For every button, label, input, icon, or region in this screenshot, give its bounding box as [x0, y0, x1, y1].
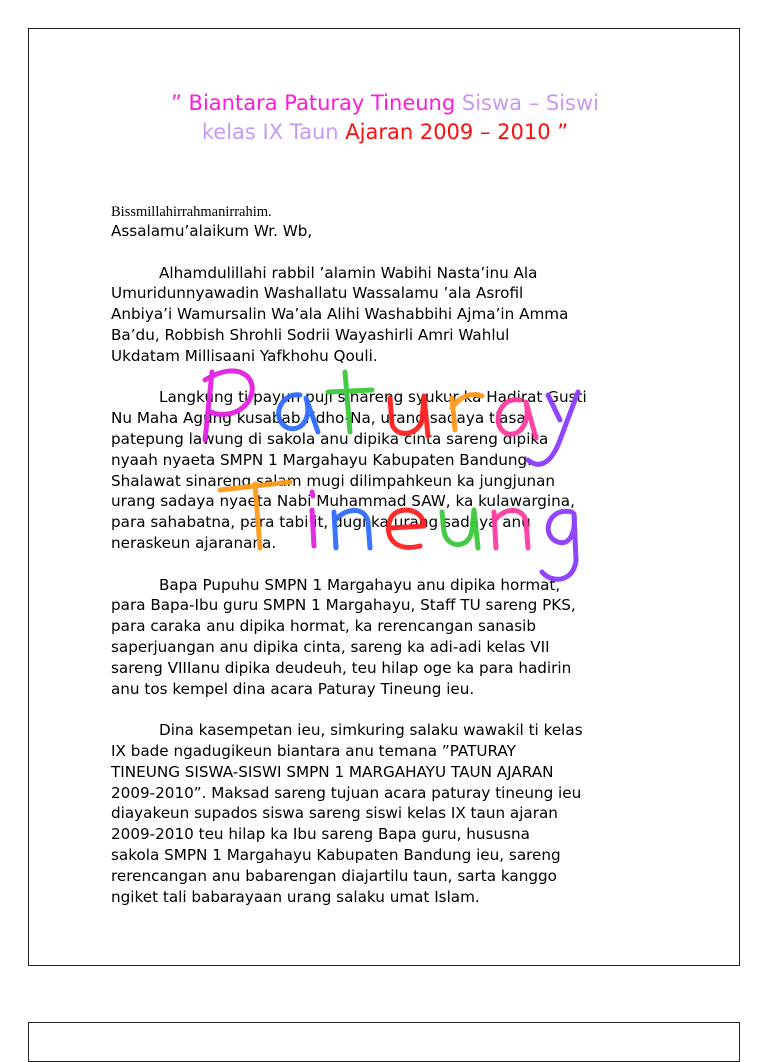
paragraph-line: para Bapa-Ibu guru SMPN 1 Margahayu, Staff TU sareng PKS,: [111, 596, 576, 615]
paragraph-line: 2009-2010 teu hilap ka Ibu sareng Bapa guru, hususna: [111, 825, 530, 844]
paragraph-list: [111, 263, 671, 908]
paragraph-line: Ba’du, Robbish Shrohli Sodrii Wayashirli Amri Wahlul: [111, 325, 510, 344]
paragraph-line: Umuridunnyawadin Washallatu Wassalamu ’ala Asrofil: [111, 284, 524, 303]
bismillah-line: Bissmillahirrahmanirrahim.: [111, 204, 272, 220]
paragraph-line: patepung lawung di sakola anu dipika cinta sareng dipika: [111, 429, 549, 448]
speech-body: [111, 203, 671, 928]
paragraph-line: rerencangan anu babarengan diajartilu taun, sarta kanggo: [111, 866, 557, 885]
speech-paragraph: [111, 575, 671, 700]
paragraph-line: Nu Maha Agung kusabab ridho-Na, urang sadaya tiasa: [111, 409, 526, 428]
paragraph-line: Ukdatam Millisaani Yafkhohu Qouli.: [111, 346, 378, 365]
greeting-line: Assalamu’alaikum Wr. Wb,: [111, 222, 313, 240]
paragraph-line: para caraka anu dipika hormat, ka rerencangan sanasib: [111, 617, 536, 636]
paragraph-line: para sahabatna, para tabi’it, dugi ka urang sadaya anu: [111, 513, 531, 532]
speech-paragraph: [111, 720, 671, 907]
speech-paragraph: [111, 387, 671, 553]
paragraph-line: Bapa Pupuhu SMPN 1 Margahayu anu dipika hormat,: [159, 575, 561, 594]
paragraph-line: Shalawat sinareng salam mugi dilimpahkeun ka jungjunan: [111, 471, 556, 490]
title-part-1: ” Biantara Paturay Tineung: [171, 91, 462, 115]
speech-paragraph: [111, 263, 671, 367]
title-part-3: kelas IX Taun: [201, 120, 346, 144]
paragraph-line: saperjuangan anu dipika cinta, sareng ka adi-adi kelas VII: [111, 637, 550, 656]
paragraph-line: Langkung ti payun puji sinareng syukur ka Hadirat Gusti: [159, 388, 587, 407]
paragraph-line: TINEUNG SISWA-SISWI SMPN 1 MARGAHAYU TAUN AJARAN: [111, 762, 554, 781]
paragraph-line: sakola SMPN 1 Margahayu Kabupaten Bandung ieu, sareng: [111, 845, 561, 864]
paragraph-line: Anbiya’i Wamursalin Wa’ala Alihi Washabbihi Ajma’in Amma: [111, 305, 569, 324]
paragraph-line: sareng VIIIanu dipika deudeuh, teu hilap oge ka para hadirin: [111, 658, 572, 677]
paragraph-line: anu tos kempel dina acara Paturay Tineung ieu.: [111, 679, 475, 698]
paragraph-line: neraskeun ajaranana.: [111, 533, 277, 552]
paragraph-line: 2009-2010”. Maksad sareng tujuan acara paturay tineung ieu: [111, 783, 582, 802]
document-title: [29, 89, 741, 147]
document-page: [28, 28, 740, 966]
title-part-4: Ajaran 2009 – 2010 ”: [345, 120, 569, 144]
paragraph-line: Dina kasempetan ieu, simkuring salaku wawakil ti kelas: [159, 721, 583, 740]
paragraph-line: urang sadaya nyaeta Nabi Muhammad SAW, ka kulawargina,: [111, 492, 575, 511]
paragraph-line: ngiket tali babarayaan urang salaku umat Islam.: [111, 887, 480, 906]
paragraph-line: Alhamdulillahi rabbil ’alamin Wabihi Nasta’inu Ala: [159, 263, 538, 282]
next-page-edge: [28, 1022, 740, 1062]
paragraph-line: nyaah nyaeta SMPN 1 Margahayu Kabupaten Bandung.: [111, 450, 533, 469]
title-part-2: Siswa – Siswi: [461, 91, 599, 115]
paragraph-line: diayakeun supados siswa sareng siswi kelas IX taun ajaran: [111, 804, 558, 823]
paragraph-line: IX bade ngadugikeun biantara anu temana ”PATURAY: [111, 741, 516, 760]
